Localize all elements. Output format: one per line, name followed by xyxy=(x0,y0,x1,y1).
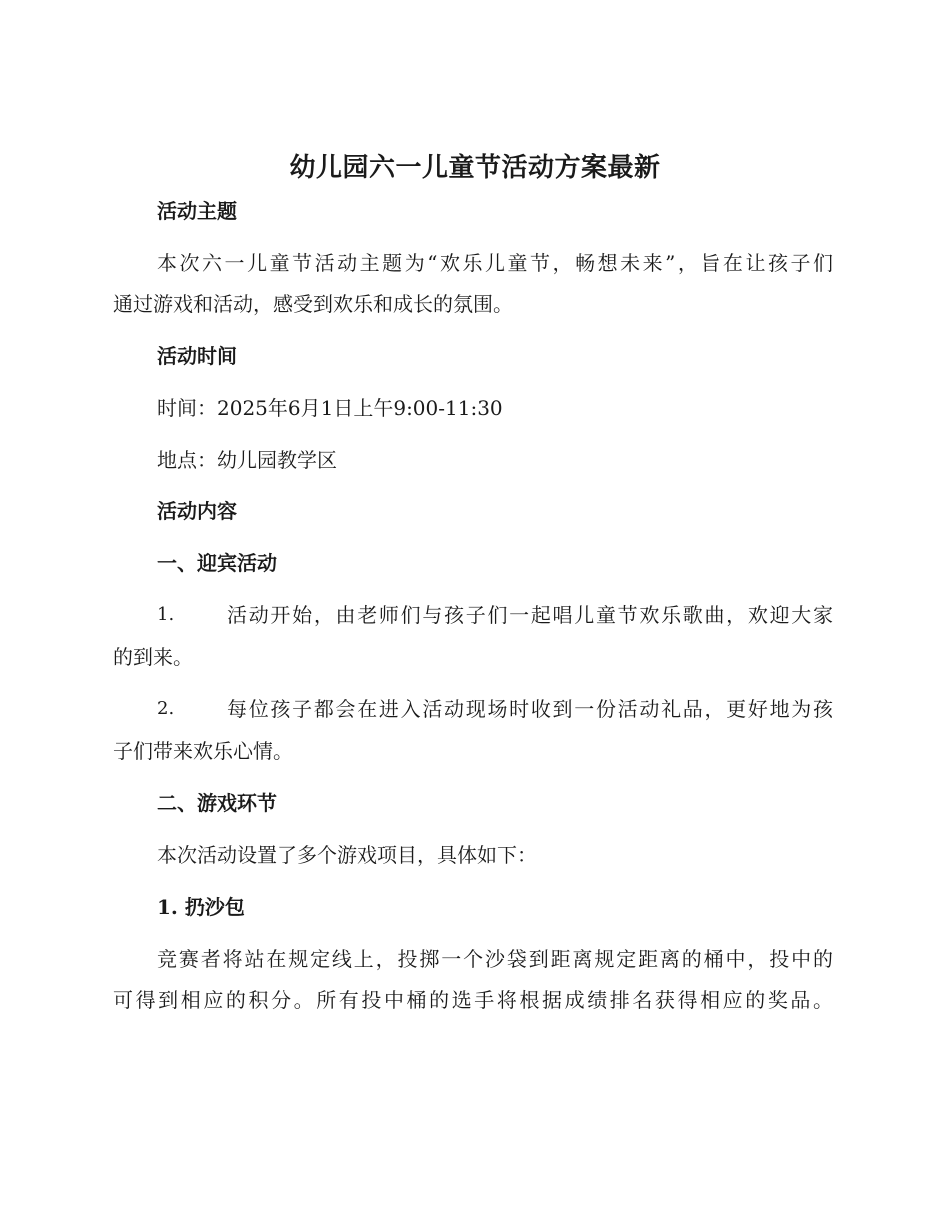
game1-paragraph-line-1: 竞赛者将站在规定线上，投掷一个沙袋到距离规定距离的桶中，投中的 xyxy=(157,947,833,971)
document-title: 幼儿园六一儿童节活动方案最新 xyxy=(289,153,661,183)
games-heading: 二、游戏环节 xyxy=(157,791,277,815)
list-item-text: 每位孩子都会在进入活动现场时收到一份活动礼品，更好地为孩 xyxy=(227,697,833,721)
list-item-text: 活动开始，由老师们与孩子们一起唱儿童节欢乐歌曲，欢迎大家 xyxy=(227,603,833,627)
place-line: 地点：幼儿园教学区 xyxy=(157,448,337,472)
list-item-number: 1. xyxy=(157,604,175,625)
theme-paragraph-line-2: 通过游戏和活动，感受到欢乐和成长的氛围。 xyxy=(113,292,513,316)
welcome-heading: 一、迎宾活动 xyxy=(157,551,277,575)
list-item-continuation: 子们带来欢乐心情。 xyxy=(113,739,293,763)
time-line: 时间：2025年6月1日上午9:00-11:30 xyxy=(157,396,503,420)
games-intro: 本次活动设置了多个游戏项目，具体如下： xyxy=(157,843,537,867)
theme-paragraph-line-1: 本次六一儿童节活动主题为“欢乐儿童节，畅想未来”，旨在让孩子们 xyxy=(157,251,833,275)
time-heading: 活动时间 xyxy=(157,344,237,368)
theme-heading: 活动主题 xyxy=(157,199,237,223)
list-item-continuation: 的到来。 xyxy=(113,645,193,669)
content-heading: 活动内容 xyxy=(157,499,237,523)
list-item xyxy=(157,601,833,629)
game1-heading: 1. 扔沙包 xyxy=(157,895,245,919)
list-item xyxy=(157,695,833,723)
game1-paragraph-line-2: 可得到相应的积分。所有投中桶的选手将根据成绩排名获得相应的奖品。 xyxy=(113,988,833,1012)
list-item-number: 2. xyxy=(157,698,175,719)
